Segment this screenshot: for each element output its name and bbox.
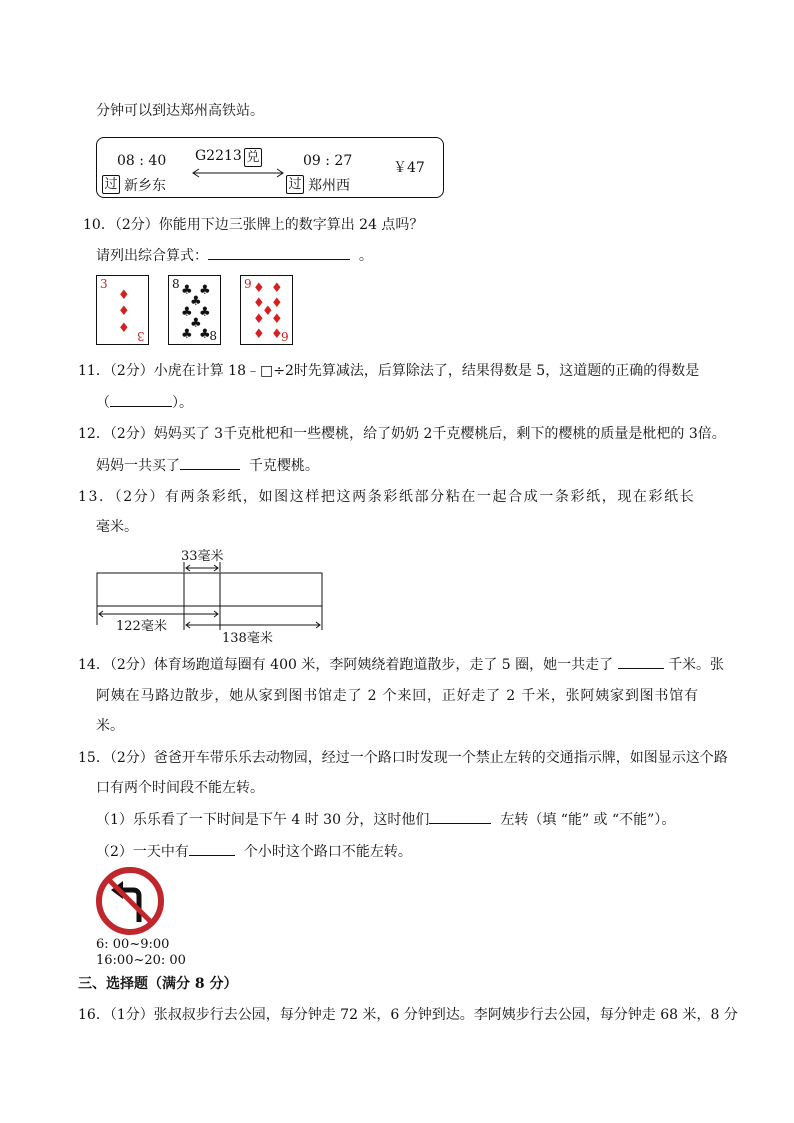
q13-overlap-label: 33毫米 bbox=[181, 549, 224, 564]
q13-line1: 13．（2分）有两条彩纸，如图这样把这两条彩纸部分粘在一起合成一条彩纸，现在彩纸长 bbox=[78, 489, 696, 505]
diamond-icon: ♦ bbox=[271, 327, 283, 342]
card-9-diamonds bbox=[240, 275, 293, 345]
q15-time-range-2: 16:00~20: 00 bbox=[96, 953, 186, 968]
diamond-icon: ♦ bbox=[271, 296, 283, 311]
diamond-icon: ♦ bbox=[271, 281, 283, 296]
from-station: 新乡东 bbox=[124, 178, 166, 194]
to-station: 郑州西 bbox=[308, 178, 350, 194]
no-left-turn-sign-icon bbox=[95, 866, 165, 936]
q10-prompt: 请列出综合算式： bbox=[96, 248, 208, 264]
q16-line1: 16．（1分）张叔叔步行去公园，每分钟走 72 米，6 分钟到达。李阿姨步行去公园，每分钟走 68 米，8 分 bbox=[78, 1007, 738, 1023]
pass-tag-from: 过 bbox=[102, 175, 120, 194]
club-icon: ♣ bbox=[181, 283, 193, 298]
q12-line1: 12．（2分）妈妈买了 3千克枇杷和一些樱桃，给了奶奶 2千克樱桃后，剩下的樱桃的质量是枇杷的 3倍。 bbox=[78, 426, 726, 442]
q14-text-b: 千米。张 bbox=[668, 657, 725, 673]
diamond-icon: ♦ bbox=[118, 304, 130, 319]
q15-sub2-text-a: （2）一天中有 bbox=[96, 844, 189, 860]
club-icon: ♣ bbox=[199, 305, 211, 320]
q13-left-label: 122毫米 bbox=[116, 619, 167, 634]
section-3-title: 三、选择题（满分 8 分） bbox=[78, 976, 238, 992]
ticket-price: ￥47 bbox=[393, 160, 425, 176]
q15-time-range-1: 6: 00~9:00 bbox=[96, 937, 170, 952]
q12-text-b: 千克樱桃。 bbox=[248, 458, 319, 474]
q12-text-a: 妈妈一共买了 bbox=[96, 458, 180, 474]
train-number: G2213 bbox=[195, 148, 242, 164]
club-icon: ♣ bbox=[199, 327, 211, 342]
q10-prompt-line bbox=[96, 245, 373, 266]
q13-right-label: 138毫米 bbox=[222, 631, 273, 646]
q15-line2: 口有两个时间段不能左转。 bbox=[96, 780, 264, 796]
q11-line2 bbox=[96, 392, 193, 413]
card-rank-bottom: 6 bbox=[281, 329, 289, 343]
q15-answer-blank-1[interactable] bbox=[429, 809, 491, 824]
pass-tag-to: 过 bbox=[286, 175, 304, 194]
q14-answer-blank-1[interactable] bbox=[618, 654, 664, 669]
q10-end: 。 bbox=[358, 248, 373, 264]
q10-answer-blank[interactable] bbox=[208, 245, 350, 260]
card-8-clubs bbox=[168, 275, 221, 345]
q15-sub1-text-a: （1）乐乐看了一下时间是下午 4 时 30 分，这时他们 bbox=[96, 812, 430, 828]
q13-line2: 毫米。 bbox=[96, 519, 138, 535]
train-ticket bbox=[96, 137, 444, 198]
club-icon: ♣ bbox=[190, 294, 202, 309]
card-3-diamonds bbox=[96, 275, 149, 345]
depart-time: 08 : 40 bbox=[117, 153, 167, 169]
q12-line2 bbox=[96, 455, 319, 476]
q14-line1 bbox=[78, 654, 724, 675]
q11-line1: 11．（2分）小虎在计算 18﹣□÷2时先算减法，后算除法了，结果得数是 5，这道题的正确的得数是 bbox=[78, 363, 700, 379]
club-icon: ♣ bbox=[181, 305, 193, 320]
card-rank-bottom: 3 bbox=[137, 329, 145, 343]
q14-text-a: 14．（2分）体育场跑道每圈有 400 米，李阿姨绕着跑道散步，走了 5 圈，她一共走了 bbox=[78, 657, 614, 673]
q10-stem: 10．（2分）你能用下边三张牌上的数字算出 24 点吗？ bbox=[83, 217, 424, 233]
q15-line1: 15．（2分）爸爸开车带乐乐去动物园，经过一个路口时发现一个禁止左转的交通指示牌，如图显示这个路 bbox=[78, 750, 728, 766]
card-rank: 3 bbox=[100, 277, 108, 291]
diamond-icon: ♦ bbox=[118, 321, 130, 336]
intro-line: 分钟可以到达郑州高铁站。 bbox=[96, 103, 264, 119]
q11-close: ）。 bbox=[172, 395, 193, 411]
q15-sub1 bbox=[96, 809, 675, 830]
q15-sub1-text-b: 左转（填 “能” 或 “不能”）。 bbox=[500, 812, 676, 828]
diamond-icon: ♦ bbox=[271, 312, 283, 327]
diamond-icon: ♦ bbox=[262, 304, 274, 319]
club-icon: ♣ bbox=[190, 316, 202, 331]
q12-answer-blank[interactable] bbox=[180, 455, 240, 470]
club-icon: ♣ bbox=[199, 283, 211, 298]
card-rank: 8 bbox=[172, 277, 180, 291]
diamond-icon: ♦ bbox=[253, 327, 265, 342]
q11-open: （ bbox=[96, 395, 110, 411]
diamond-icon: ♦ bbox=[118, 288, 130, 303]
q15-sub2-text-b: 个小时这个路口不能左转。 bbox=[243, 844, 412, 860]
arrow-icon bbox=[191, 168, 285, 178]
arrive-time: 09 : 27 bbox=[303, 153, 353, 169]
diamond-icon: ♦ bbox=[253, 296, 265, 311]
q14-line2: 阿姨在马路边散步，她从家到图书馆走了 2 个来回，正好走了 2 千米，张阿姨家到图书馆有 bbox=[96, 688, 699, 704]
card-rank-bottom: 8 bbox=[209, 329, 217, 343]
diamond-icon: ♦ bbox=[253, 312, 265, 327]
q11-answer-blank[interactable] bbox=[110, 392, 172, 407]
train-tag: 兑 bbox=[244, 148, 262, 167]
card-rank: 9 bbox=[244, 277, 252, 291]
diamond-icon: ♦ bbox=[253, 281, 265, 296]
q15-sub2 bbox=[96, 841, 412, 862]
q15-answer-blank-2[interactable] bbox=[189, 841, 235, 856]
q14-line3: 米。 bbox=[96, 718, 124, 734]
club-icon: ♣ bbox=[181, 327, 193, 342]
